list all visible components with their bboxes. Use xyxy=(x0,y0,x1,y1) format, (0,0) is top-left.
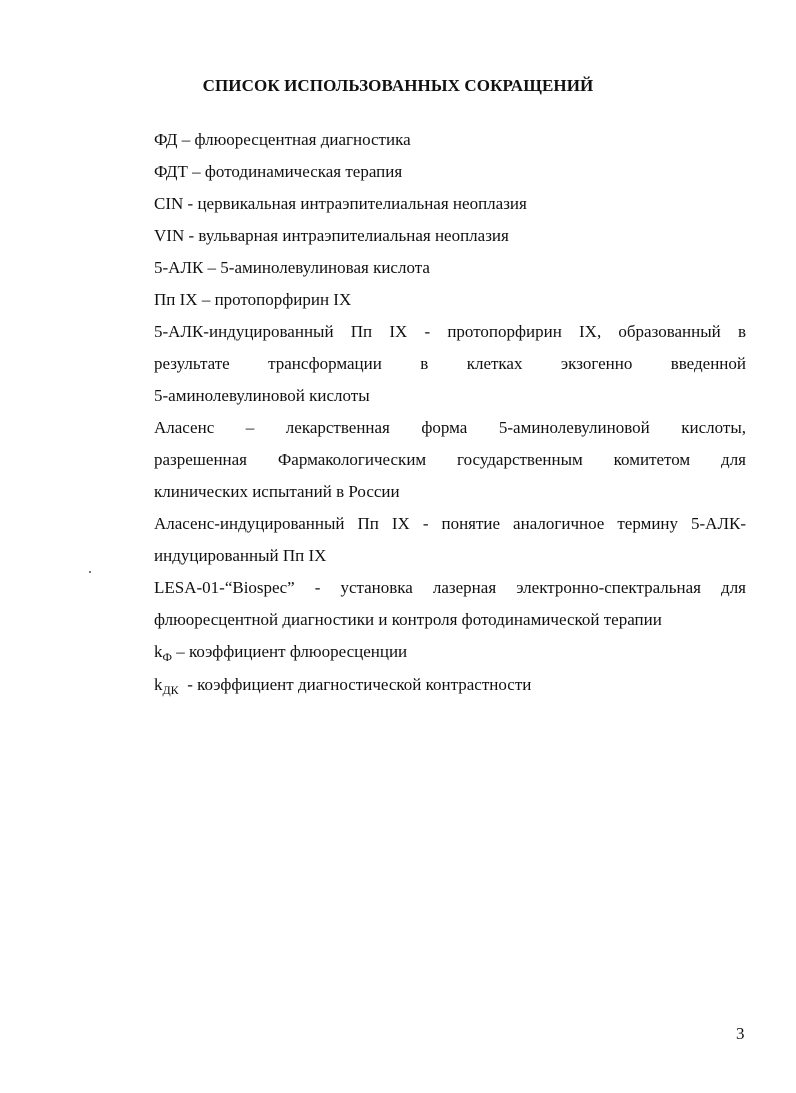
abbreviation-entry: Пп IX – протопорфирин IX xyxy=(154,290,352,309)
abbreviation-entry-line: результате трансформации в клетках экзогенно введенной xyxy=(154,354,746,373)
coefficient-definition: – коэффициент флюоресценции xyxy=(171,642,408,661)
abbreviation-list xyxy=(154,124,746,702)
page-number: 3 xyxy=(736,1024,745,1043)
abbreviation-entry-line: разрешенная Фармакологическим государственным комитетом для xyxy=(154,450,746,469)
coefficient-definition: - коэффициент диагностической контрастности xyxy=(178,675,532,694)
coefficient-symbol: k xyxy=(154,675,163,694)
abbreviation-entry-line: 5-АЛК-индуцированный Пп IX - протопорфирин IX, образованный в xyxy=(154,322,746,341)
abbreviation-entry: ФД – флюоресцентная диагностика xyxy=(154,130,411,149)
abbreviation-entry-line: Аласенс-индуцированный Пп IX - понятие аналогичное термину 5-АЛК- xyxy=(154,514,746,533)
scan-speck xyxy=(89,571,91,573)
abbreviation-entry-line: LESA-01-“Biospec” - установка лазерная электронно-спектральная для xyxy=(154,578,746,597)
coefficient-subscript: ДК xyxy=(162,683,179,697)
abbreviation-entry-line: 5-аминолевулиновой кислоты xyxy=(154,386,370,405)
abbreviation-entry xyxy=(154,669,746,702)
abbreviation-entry-line: Аласенс – лекарственная форма 5-аминолевулиновой кислоты, xyxy=(154,418,746,437)
coefficient-subscript: Ф xyxy=(162,650,172,664)
abbreviation-entry: VIN - вульварная интраэпителиальная неоплазия xyxy=(154,226,509,245)
abbreviation-entry xyxy=(154,636,746,669)
abbreviation-entry-line: индуцированный Пп IX xyxy=(154,546,327,565)
coefficient-symbol: k xyxy=(154,642,163,661)
abbreviation-entry: 5-АЛК – 5-аминолевулиновая кислота xyxy=(154,258,430,277)
abbreviation-entry: CIN - цервикальная интраэпителиальная неоплазия xyxy=(154,194,527,213)
abbreviation-entry: ФДТ – фотодинамическая терапия xyxy=(154,162,403,181)
abbreviation-entry-line: клинических испытаний в России xyxy=(154,482,400,501)
page-title: СПИСОК ИСПОЛЬЗОВАННЫХ СОКРАЩЕНИЙ xyxy=(202,76,594,95)
abbreviation-entry-line: флюоресцентной диагностики и контроля фотодинамической терапии xyxy=(154,610,662,629)
